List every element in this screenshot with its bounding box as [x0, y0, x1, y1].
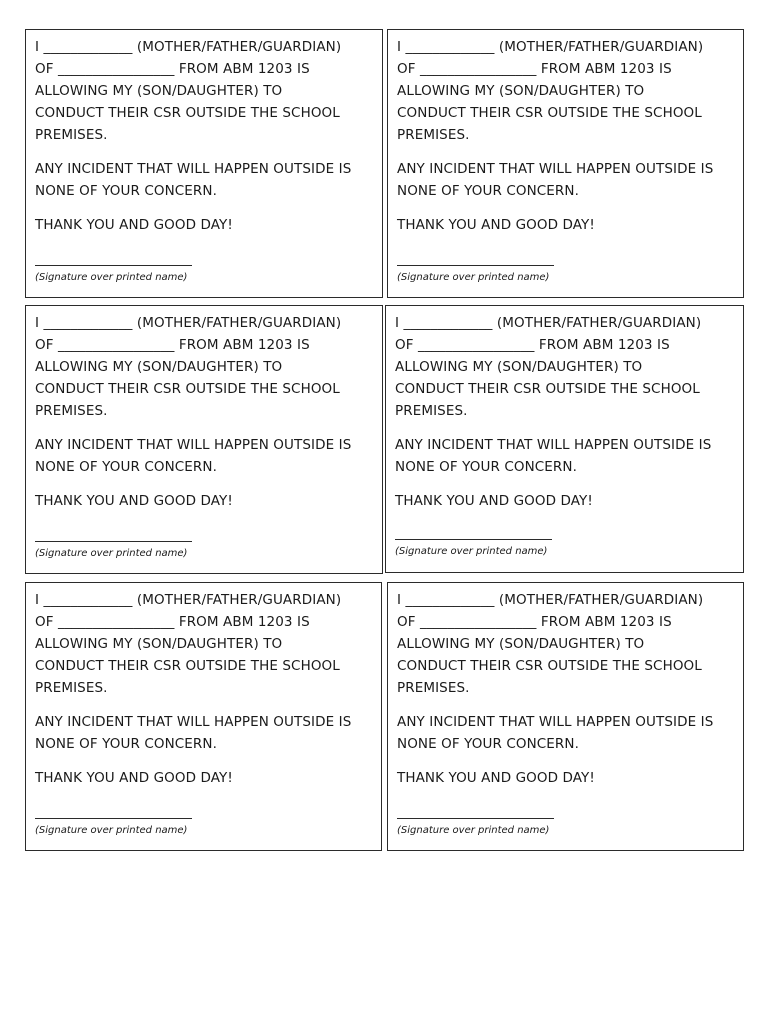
signature-caption: (Signature over printed name): [35, 825, 188, 836]
signature-line: [395, 539, 552, 540]
text-line: PREMISES.: [397, 127, 470, 143]
closing-paragraph: [35, 767, 373, 789]
signature-caption: (Signature over printed name): [395, 546, 548, 557]
text-line: ALLOWING MY (SON/DAUGHTER) TO: [35, 359, 283, 375]
text-line: ANY INCIDENT THAT WILL HAPPEN OUTSIDE IS: [35, 714, 352, 730]
signature-caption: (Signature over printed name): [397, 272, 550, 283]
text-line: ANY INCIDENT THAT WILL HAPPEN OUTSIDE IS: [397, 161, 714, 177]
text-line: NONE OF YOUR CONCERN.: [35, 183, 217, 199]
text-line: CONDUCT THEIR CSR OUTSIDE THE SCHOOL: [35, 658, 340, 674]
consent-paragraph: [35, 36, 374, 146]
disclaimer-paragraph: [35, 434, 374, 478]
text-line: I _____________ (MOTHER/FATHER/GUARDIAN): [35, 39, 342, 55]
closing-paragraph: [397, 767, 735, 789]
text-line: OF _________________ FROM ABM 1203 IS: [35, 614, 310, 630]
text-line: PREMISES.: [35, 403, 108, 419]
signature-line: [397, 818, 554, 819]
text-line: THANK YOU AND GOOD DAY!: [397, 217, 595, 233]
signature-caption: (Signature over printed name): [35, 548, 188, 559]
text-line: ALLOWING MY (SON/DAUGHTER) TO: [35, 636, 283, 652]
text-line: I _____________ (MOTHER/FATHER/GUARDIAN): [35, 592, 342, 608]
consent-paragraph: [35, 312, 374, 422]
disclaimer-paragraph: [35, 158, 374, 202]
text-line: THANK YOU AND GOOD DAY!: [397, 770, 595, 786]
consent-slip-4: [385, 305, 744, 573]
text-line: OF _________________ FROM ABM 1203 IS: [397, 614, 672, 630]
text-line: OF _________________ FROM ABM 1203 IS: [35, 61, 310, 77]
disclaimer-paragraph: [395, 434, 735, 478]
text-line: NONE OF YOUR CONCERN.: [35, 459, 217, 475]
text-line: NONE OF YOUR CONCERN.: [397, 183, 579, 199]
text-line: I _____________ (MOTHER/FATHER/GUARDIAN): [397, 592, 704, 608]
text-line: ALLOWING MY (SON/DAUGHTER) TO: [35, 83, 283, 99]
text-line: ANY INCIDENT THAT WILL HAPPEN OUTSIDE IS: [35, 161, 352, 177]
text-line: ANY INCIDENT THAT WILL HAPPEN OUTSIDE IS: [395, 437, 712, 453]
text-line: CONDUCT THEIR CSR OUTSIDE THE SCHOOL: [397, 105, 702, 121]
consent-slip-6: [387, 582, 744, 851]
text-line: ALLOWING MY (SON/DAUGHTER) TO: [397, 83, 645, 99]
signature-line: [397, 265, 554, 266]
text-line: OF _________________ FROM ABM 1203 IS: [397, 61, 672, 77]
disclaimer-paragraph: [35, 711, 373, 755]
consent-slip-3: [25, 305, 383, 574]
text-line: THANK YOU AND GOOD DAY!: [35, 493, 233, 509]
text-line: NONE OF YOUR CONCERN.: [397, 736, 579, 752]
text-line: CONDUCT THEIR CSR OUTSIDE THE SCHOOL: [35, 105, 340, 121]
text-line: NONE OF YOUR CONCERN.: [35, 736, 217, 752]
text-line: ANY INCIDENT THAT WILL HAPPEN OUTSIDE IS: [397, 714, 714, 730]
text-line: NONE OF YOUR CONCERN.: [395, 459, 577, 475]
text-line: PREMISES.: [35, 127, 108, 143]
signature-caption: (Signature over printed name): [35, 272, 188, 283]
closing-paragraph: [397, 214, 735, 236]
consent-paragraph: [397, 36, 735, 146]
text-line: PREMISES.: [397, 680, 470, 696]
text-line: THANK YOU AND GOOD DAY!: [35, 217, 233, 233]
consent-slip-1: [25, 29, 383, 298]
text-line: PREMISES.: [35, 680, 108, 696]
consent-paragraph: [395, 312, 735, 422]
closing-paragraph: [395, 490, 735, 512]
signature-line: [35, 541, 192, 542]
closing-paragraph: [35, 490, 374, 512]
text-line: ANY INCIDENT THAT WILL HAPPEN OUTSIDE IS: [35, 437, 352, 453]
signature-line: [35, 265, 192, 266]
text-line: I _____________ (MOTHER/FATHER/GUARDIAN): [35, 315, 342, 331]
text-line: THANK YOU AND GOOD DAY!: [35, 770, 233, 786]
consent-paragraph: [35, 589, 373, 699]
text-line: PREMISES.: [395, 403, 468, 419]
consent-slip-5: [25, 582, 382, 851]
text-line: OF _________________ FROM ABM 1203 IS: [35, 337, 310, 353]
text-line: CONDUCT THEIR CSR OUTSIDE THE SCHOOL: [397, 658, 702, 674]
signature-caption: (Signature over printed name): [397, 825, 550, 836]
disclaimer-paragraph: [397, 158, 735, 202]
text-line: THANK YOU AND GOOD DAY!: [395, 493, 593, 509]
text-line: CONDUCT THEIR CSR OUTSIDE THE SCHOOL: [395, 381, 700, 397]
text-line: ALLOWING MY (SON/DAUGHTER) TO: [395, 359, 643, 375]
text-line: CONDUCT THEIR CSR OUTSIDE THE SCHOOL: [35, 381, 340, 397]
consent-paragraph: [397, 589, 735, 699]
text-line: I _____________ (MOTHER/FATHER/GUARDIAN): [397, 39, 704, 55]
text-line: I _____________ (MOTHER/FATHER/GUARDIAN): [395, 315, 702, 331]
text-line: ALLOWING MY (SON/DAUGHTER) TO: [397, 636, 645, 652]
closing-paragraph: [35, 214, 374, 236]
consent-slip-2: [387, 29, 744, 298]
signature-line: [35, 818, 192, 819]
text-line: OF _________________ FROM ABM 1203 IS: [395, 337, 670, 353]
disclaimer-paragraph: [397, 711, 735, 755]
